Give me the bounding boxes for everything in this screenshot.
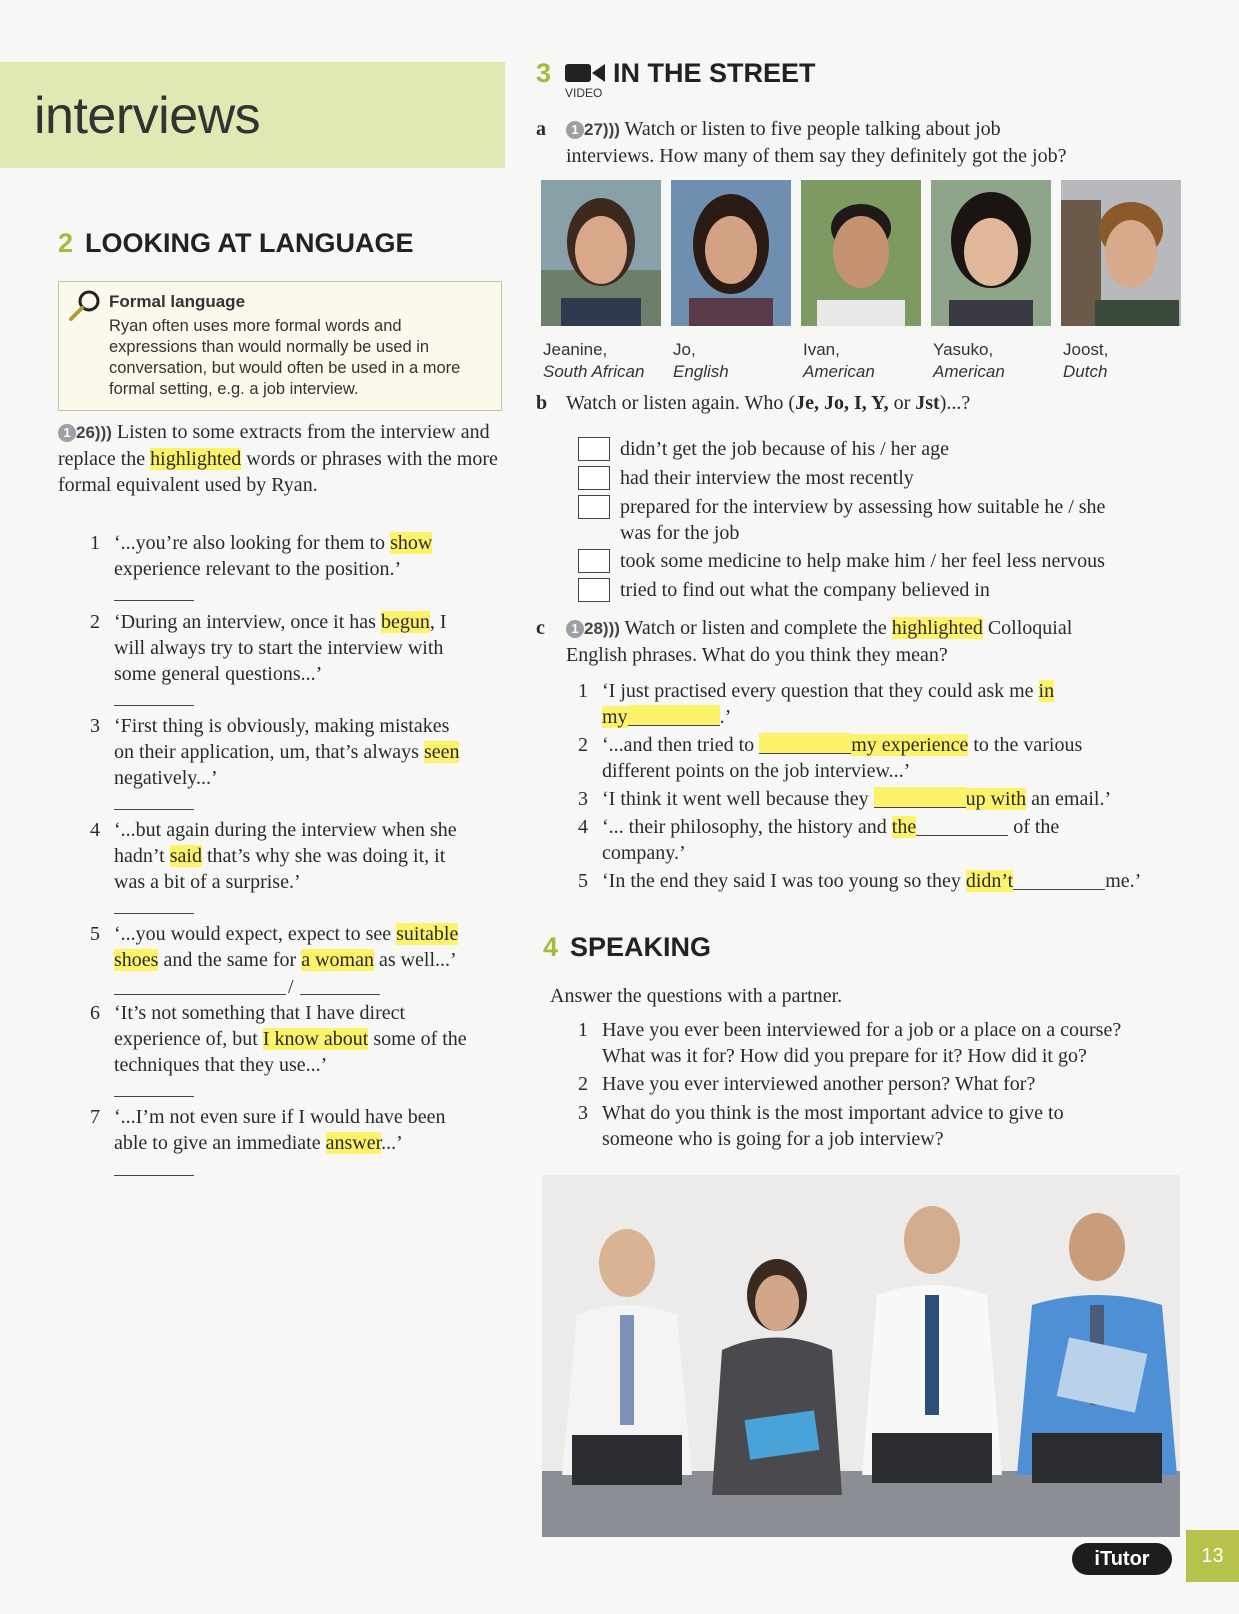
exercise-text: Watch or listen again. Who ( [566, 392, 796, 414]
item-text: ‘During an interview, once it has [114, 611, 381, 633]
item-text: Have you ever interviewed another person? What for? [602, 1073, 1036, 1095]
answer-line[interactable] [114, 809, 194, 810]
answer-box[interactable] [578, 466, 610, 490]
item-text: experience relevant to the position.’ [114, 558, 402, 580]
item-text: ‘In the end they said I was too young so they [602, 870, 966, 892]
item-text: company.’ [602, 842, 686, 864]
item-text: ‘First thing is obviously, making mistakes [114, 715, 450, 737]
item-text: as well...’ [373, 949, 457, 971]
item-number: 4 [90, 819, 100, 841]
item-text: someone who is going for a job interview? [602, 1128, 944, 1150]
item-text: was a bit of a surprise.’ [114, 871, 301, 893]
photo-joost [1061, 180, 1181, 326]
answer-line[interactable] [114, 1096, 194, 1097]
item-number: 1 [90, 532, 100, 554]
section-title: LOOKING AT LANGUAGE [85, 228, 414, 258]
track-number[interactable]: 27 [584, 120, 603, 139]
exercise-text: interviews. How many of them say they definitely got the job? [566, 145, 1067, 167]
speaking-intro: Answer the questions with a partner. [550, 985, 843, 1007]
itutor-logo[interactable]: iTutor [1072, 1543, 1172, 1575]
person-nationality: South African [543, 362, 645, 381]
item-text: experience of, but [114, 1028, 263, 1050]
track-number[interactable]: 26 [76, 423, 95, 442]
item-text: some of the [368, 1028, 467, 1050]
formal-language-box [58, 281, 502, 411]
cd-icon: 1 [566, 121, 584, 139]
item-text: to the various [968, 734, 1083, 756]
interview-candidates-photo [542, 1175, 1180, 1537]
highlight: up with [965, 788, 1027, 810]
item-text: ‘...and then tried to [602, 734, 760, 756]
photo-ivan [801, 180, 921, 326]
exercise-letter: b [536, 392, 548, 414]
item-text: Have you ever been interviewed for a job or a place on a course? [602, 1019, 1122, 1041]
item-text: hadn’t [114, 845, 170, 867]
item-number: 1 [578, 1019, 588, 1041]
item-number: 2 [578, 1073, 588, 1095]
item-text: , I [429, 611, 447, 633]
exercise-text: Colloquial [982, 617, 1073, 639]
answer-line[interactable] [114, 600, 194, 601]
instruction-text: words or phrases with the more formal equivalent used by Ryan. [58, 448, 498, 496]
item-text: ‘...you’re also looking for them to [114, 532, 391, 554]
person-nationality: English [673, 362, 729, 381]
item-text: negatively...’ [114, 767, 218, 789]
photo-jo [671, 180, 791, 326]
item-text: ‘I just practised every question that they could ask me [602, 680, 1039, 702]
item-number: 4 [578, 816, 588, 838]
exercise-letter: c [536, 617, 545, 639]
item-text: and the same for [158, 949, 302, 971]
page-number: 13 [1186, 1530, 1239, 1582]
statement-text: had their interview the most recently [620, 467, 914, 489]
section-number: 4 [543, 932, 559, 962]
section-number: 2 [58, 228, 74, 258]
person-name: Joost, [1063, 340, 1109, 359]
highlight: seen [423, 741, 460, 763]
person-nationality: American [933, 362, 1005, 381]
page-title: interviews [34, 87, 261, 145]
answer-line[interactable] [114, 994, 286, 995]
magnifier-icon [67, 288, 103, 322]
item-text: of the [1008, 816, 1060, 838]
statement-text: didn’t get the job because of his / her age [620, 438, 949, 460]
item-text: some general questions...’ [114, 663, 323, 685]
answer-box[interactable] [578, 549, 610, 573]
exercise-letter: a [536, 118, 546, 140]
highlight: shoes [114, 949, 159, 971]
item-text: able to give an immediate [114, 1132, 326, 1154]
section-4-heading [543, 932, 711, 963]
item-text: different points on the job interview...’ [602, 760, 911, 782]
statement-text: tried to find out what the company believed in [620, 579, 990, 601]
person-codes: Je, Jo, I, Y, [795, 392, 889, 414]
separator: / [288, 976, 294, 998]
section-number: 3 [536, 58, 552, 88]
cd-icon: 1 [58, 424, 76, 442]
highlight: suitable [396, 923, 459, 945]
section-title: IN THE STREET [613, 58, 816, 88]
highlight: show [390, 532, 433, 554]
answer-blank[interactable] [759, 733, 851, 754]
photo-jeanine [541, 180, 661, 326]
cd-icon: 1 [566, 620, 584, 638]
item-text: me.’ [1105, 870, 1142, 892]
item-text: techniques that they use...’ [114, 1054, 328, 1076]
item-text: ‘...you would expect, expect to see [114, 923, 397, 945]
item-text: What was it for? How did you prepare for it? How did it go? [602, 1045, 1087, 1067]
item-text: an email.’ [1026, 788, 1112, 810]
section-title: SPEAKING [570, 932, 712, 962]
person-code: Jst [915, 392, 940, 414]
answer-line[interactable] [300, 994, 380, 995]
video-camera-icon [565, 61, 605, 85]
answer-line[interactable] [114, 705, 194, 706]
item-text: ‘...I’m not even sure if I would have been [114, 1106, 446, 1128]
instruction-text: Listen to some extracts from the interview and replace the [58, 421, 490, 470]
video-label: VIDEO [565, 86, 603, 100]
audio-icon: ))) [602, 120, 620, 139]
item-text: What do you think is the most important advice to give to [602, 1102, 1064, 1124]
item-text: on their application, um, that’s always [114, 741, 424, 763]
answer-blank[interactable] [1013, 869, 1105, 890]
item-number: 3 [578, 788, 588, 810]
highlight: begun [380, 611, 430, 633]
item-text: ...’ [381, 1132, 403, 1154]
section-2-heading [58, 228, 414, 259]
answer-box[interactable] [578, 578, 610, 602]
photo-yasuko [931, 180, 1051, 326]
exercise-text: Watch or listen and complete the [624, 617, 892, 639]
answer-line[interactable] [114, 1175, 194, 1176]
highlight: a woman [301, 949, 374, 971]
highlight: my experience [851, 734, 969, 756]
answer-blank[interactable] [628, 705, 720, 726]
person-nationality: Dutch [1063, 362, 1108, 381]
item-text: .’ [719, 706, 732, 728]
exercise-text: )...? [939, 392, 971, 414]
section-3-heading [536, 58, 816, 89]
highlight: highlighted [891, 617, 983, 639]
box-text: Ryan often uses more formal words and expressions than would normally be used in conversation, but would often be used in a more formal setting, e.g. a job interview. [109, 317, 461, 398]
answer-blank[interactable] [916, 815, 1008, 836]
exercise-text: or [888, 392, 916, 414]
highlight: in [1038, 680, 1055, 702]
person-name: Ivan, [803, 340, 840, 359]
item-number: 6 [90, 1002, 100, 1024]
answer-blank[interactable] [874, 787, 966, 808]
answer-box[interactable] [578, 437, 610, 461]
box-title: Formal language [109, 292, 246, 311]
audio-icon: ))) [602, 619, 620, 638]
exercise-text: Watch or listen to five people talking about job [624, 118, 1001, 140]
highlight: answer [325, 1132, 382, 1154]
answer-box[interactable] [578, 495, 610, 519]
exercise-text: English phrases. What do you think they mean? [566, 644, 948, 666]
item-number: 5 [578, 870, 588, 892]
item-number: 2 [90, 611, 100, 633]
highlight: the [891, 816, 917, 838]
answer-line[interactable] [114, 913, 194, 914]
person-nationality: American [803, 362, 875, 381]
item-text: ‘It’s not something that I have direct [114, 1002, 406, 1024]
person-name: Jo, [673, 340, 696, 359]
highlight: I know about [262, 1028, 369, 1050]
statement-text: took some medicine to help make him / her feel less nervous [620, 550, 1105, 572]
highlight: said [169, 845, 202, 867]
audio-icon: ))) [94, 423, 112, 442]
statement-text: was for the job [620, 522, 740, 544]
statement-text: prepared for the interview by assessing how suitable he / she [620, 496, 1106, 518]
person-name: Yasuko, [933, 340, 994, 359]
section-2-instruction [58, 419, 498, 498]
item-text: ‘I think it went well because they [602, 788, 874, 810]
item-number: 7 [90, 1106, 100, 1128]
highlight: didn’t [965, 870, 1014, 892]
track-number[interactable]: 28 [584, 619, 603, 638]
highlight: highlighted [150, 448, 242, 470]
item-number: 1 [578, 680, 588, 702]
item-text: will always try to start the interview with [114, 637, 444, 659]
item-text: ‘... their philosophy, the history and [602, 816, 892, 838]
item-number: 3 [578, 1102, 588, 1124]
highlight: my [602, 706, 628, 728]
person-name: Jeanine, [543, 340, 608, 359]
item-number: 5 [90, 923, 100, 945]
item-number: 3 [90, 715, 100, 737]
item-text: ‘...but again during the interview when she [114, 819, 457, 841]
item-number: 2 [578, 734, 588, 756]
item-text: that’s why she was doing it, it [201, 845, 446, 867]
